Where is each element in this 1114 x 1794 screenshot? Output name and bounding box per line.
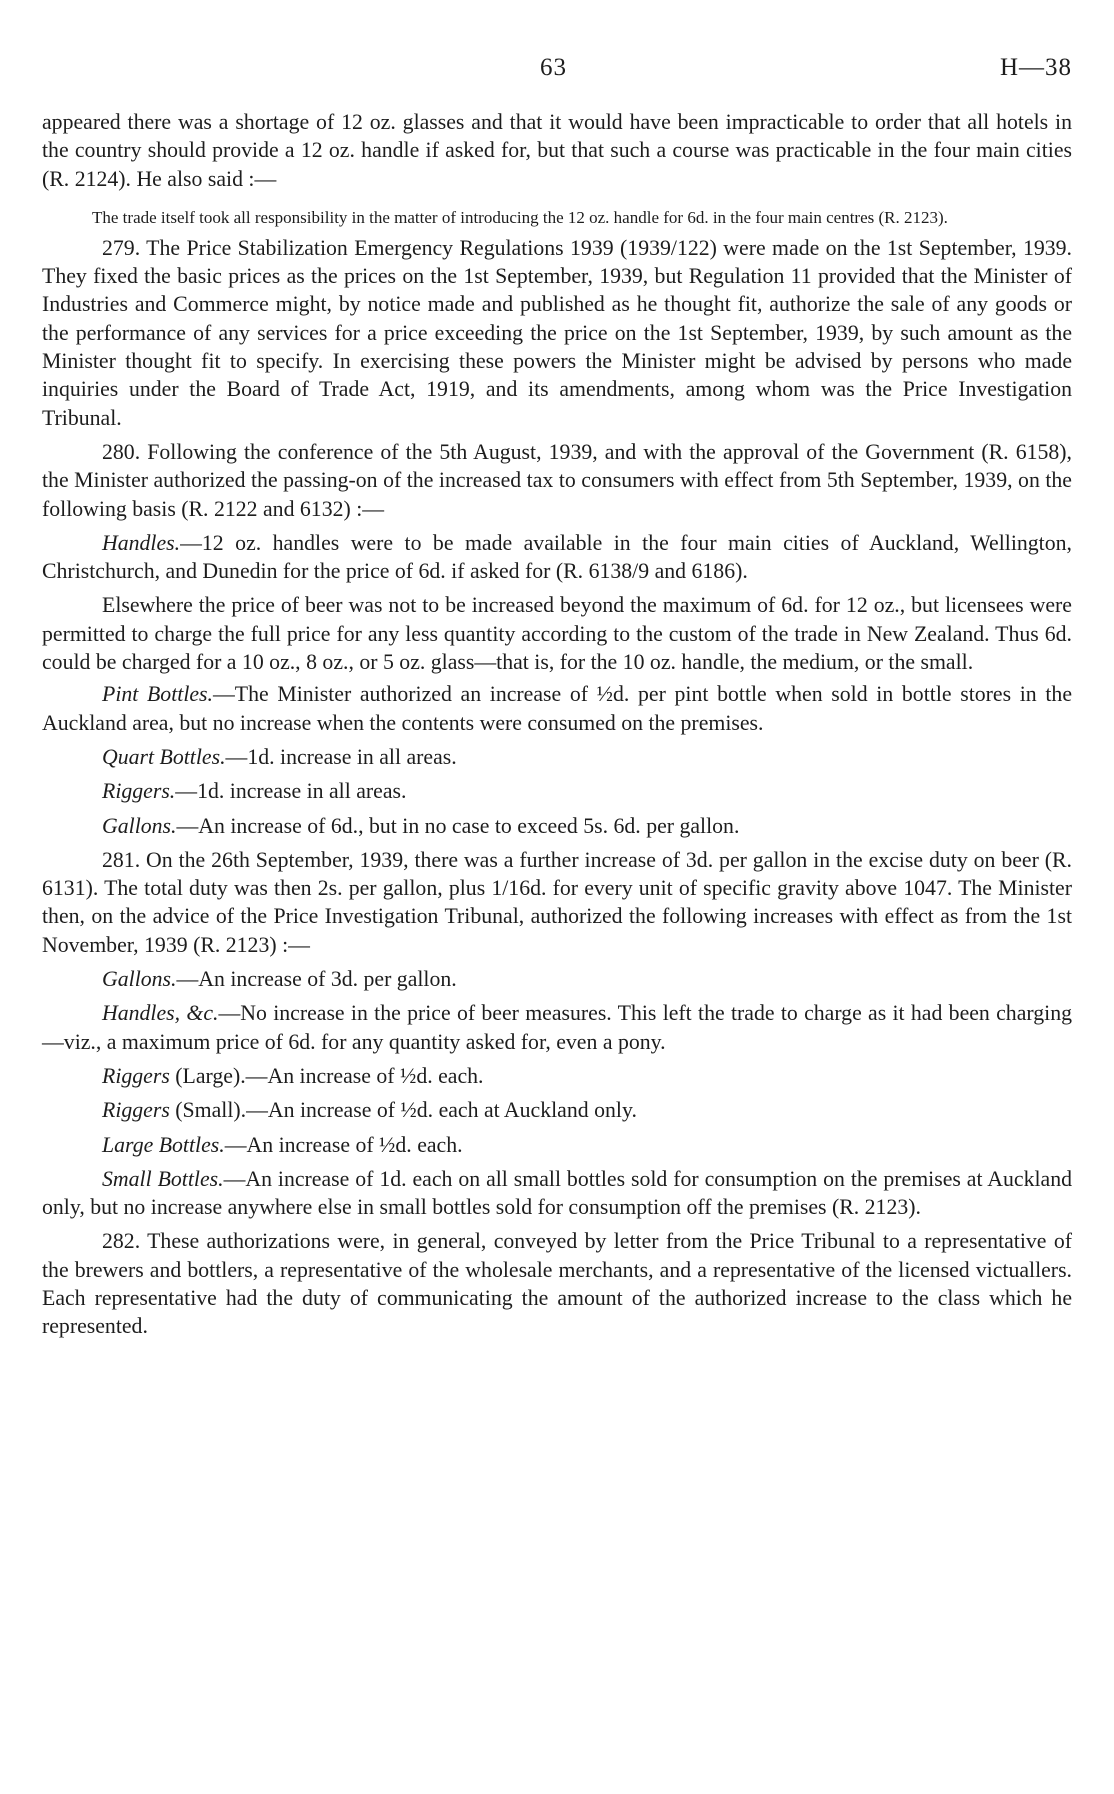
paragraph-continued: appeared there was a shortage of 12 oz. glasses and that it would have been impracticable to order that all hotels in the country should provide a 12 oz. handle if asked for, but that such a course was practicable in the four main cities (R. 2124). He also said :— xyxy=(42,110,1072,191)
item-text: (Small).—An increase of ½d. each at Auckland only. xyxy=(169,1098,637,1123)
item-text: —The Minister authorized an increase of ½d. per pint bottle when sold in bottle stores in the Auckland area, but no increase when the contents were consumed on the premises. xyxy=(42,682,1072,735)
item-pint-bottles xyxy=(42,680,1072,737)
item-text: (Large).—An increase of ½d. each. xyxy=(169,1063,484,1088)
item-riggers xyxy=(42,777,1072,805)
item-text: —12 oz. handles were to be made available in the four main cities of Auckland, Wellington, Christchurch, and Dunedin for the price of 6d. if asked for (R. 6138/9 and 6186). xyxy=(42,530,1072,584)
item-label: Handles, &c. xyxy=(102,1001,219,1026)
item-label: Riggers. xyxy=(102,779,176,804)
page-header xyxy=(0,54,1114,90)
page-number: 63 xyxy=(540,54,567,81)
item-label: Gallons. xyxy=(102,813,177,838)
item-gallons xyxy=(42,812,1072,840)
paragraph-280: 280. Following the conference of the 5th August, 1939, and with the approval of the Government (R. 6158), the Minister authorized the passing-on of the increased tax to consumers with effect from 5th September, 1939, on the following basis (R. 2122 and 6132) :— xyxy=(42,439,1072,521)
item-text: —An increase of 6d., but in no case to exceed 5s. 6d. per gallon. xyxy=(176,813,740,838)
item-large-bottles xyxy=(42,1131,1072,1159)
item-label: Handles. xyxy=(102,530,181,555)
item-text: —An increase of 1d. each on all small bottles sold for consumption on the premises at Auckland only, but no increase anywhere else in small bottles sold for consumption off the premises (R. 2123). xyxy=(42,1166,1072,1220)
paragraph-elsewhere: Elsewhere the price of beer was not to be increased beyond the maximum of 6d. for 12 oz., but licensees were permitted to charge the full price for any less quantity according to the custom of the trade in New Zealand. Thus 6d. could be charged for a 10 oz., 8 oz., or 5 oz. glass—that is, for the 10 oz. handle, the medium, or the small. xyxy=(42,593,1072,675)
item-label: Riggers xyxy=(102,1098,170,1123)
item-label: Quart Bottles. xyxy=(102,744,226,769)
item-handles xyxy=(42,529,1072,586)
item-quart-bottles xyxy=(42,743,1072,771)
paragraph-282: 282. These authorizations were, in general, conveyed by letter from the Price Tribunal to a representative of the brewers and bottlers, a representative of the wholesale merchants, and a representative of the licensed victuallers. Each representative had the duty of communicating the amount of the authorized increase to the class which he represented. xyxy=(42,1229,1072,1339)
item-label: Small Bottles. xyxy=(102,1166,224,1191)
item-label: Pint Bottles. xyxy=(102,682,213,707)
item-gallons-second xyxy=(42,965,1072,993)
item-label: Large Bottles. xyxy=(102,1132,225,1157)
item-label: Gallons. xyxy=(102,967,177,992)
item-riggers-large xyxy=(42,1062,1072,1090)
paragraph-279: 279. The Price Stabilization Emergency Regulations 1939 (1939/122) were made on the 1st September, 1939. They fixed the basic prices as the prices on the 1st September, 1939, but Regulation 11 provided that the Minister of Industries and Commerce might, by notice made and published as he thought fit, authorize the sale of any goods or the performance of any services for a price exceeding the price on the 1st September, 1939, by such amount as the Minister thought fit to specify. In exercising these powers the Minister might be advised by persons who made inquiries under the Board of Trade Act, 1919, and its amendments, among whom was the Price Investigation Tribunal. xyxy=(42,235,1072,430)
item-text: —An increase of ½d. each. xyxy=(224,1132,463,1157)
document-reference: H—38 xyxy=(999,54,1072,81)
item-label: Riggers xyxy=(102,1063,170,1088)
item-small-bottles xyxy=(42,1165,1072,1222)
body-text xyxy=(42,108,1072,1341)
item-text: —No increase in the price of beer measures. This left the trade to charge as it had been charging—viz., a maximum price of 6d. for any quantity asked for, even a pony. xyxy=(42,1001,1072,1054)
item-text: —1d. increase in all areas. xyxy=(175,779,407,804)
item-text: —An increase of 3d. per gallon. xyxy=(176,967,457,992)
item-text: —1d. increase in all areas. xyxy=(225,744,457,769)
paragraph-281: 281. On the 26th September, 1939, there was a further increase of 3d. per gallon in the excise duty on beer (R. 6131). The total duty was then 2s. per gallon, plus 1/16d. for every unit of specific gravity above 1047. The Minister then, on the advice of the Price Investigation Tribunal, authorized the following increases with effect as from the 1st November, 1939 (R. 2123) :— xyxy=(42,847,1072,957)
item-handles-etc xyxy=(42,999,1072,1056)
item-riggers-small xyxy=(42,1096,1072,1124)
block-quote: The trade itself took all responsibility in the matter of introducing the 12 oz. handle for 6d. in the four main centres (R. 2123). xyxy=(92,207,948,227)
